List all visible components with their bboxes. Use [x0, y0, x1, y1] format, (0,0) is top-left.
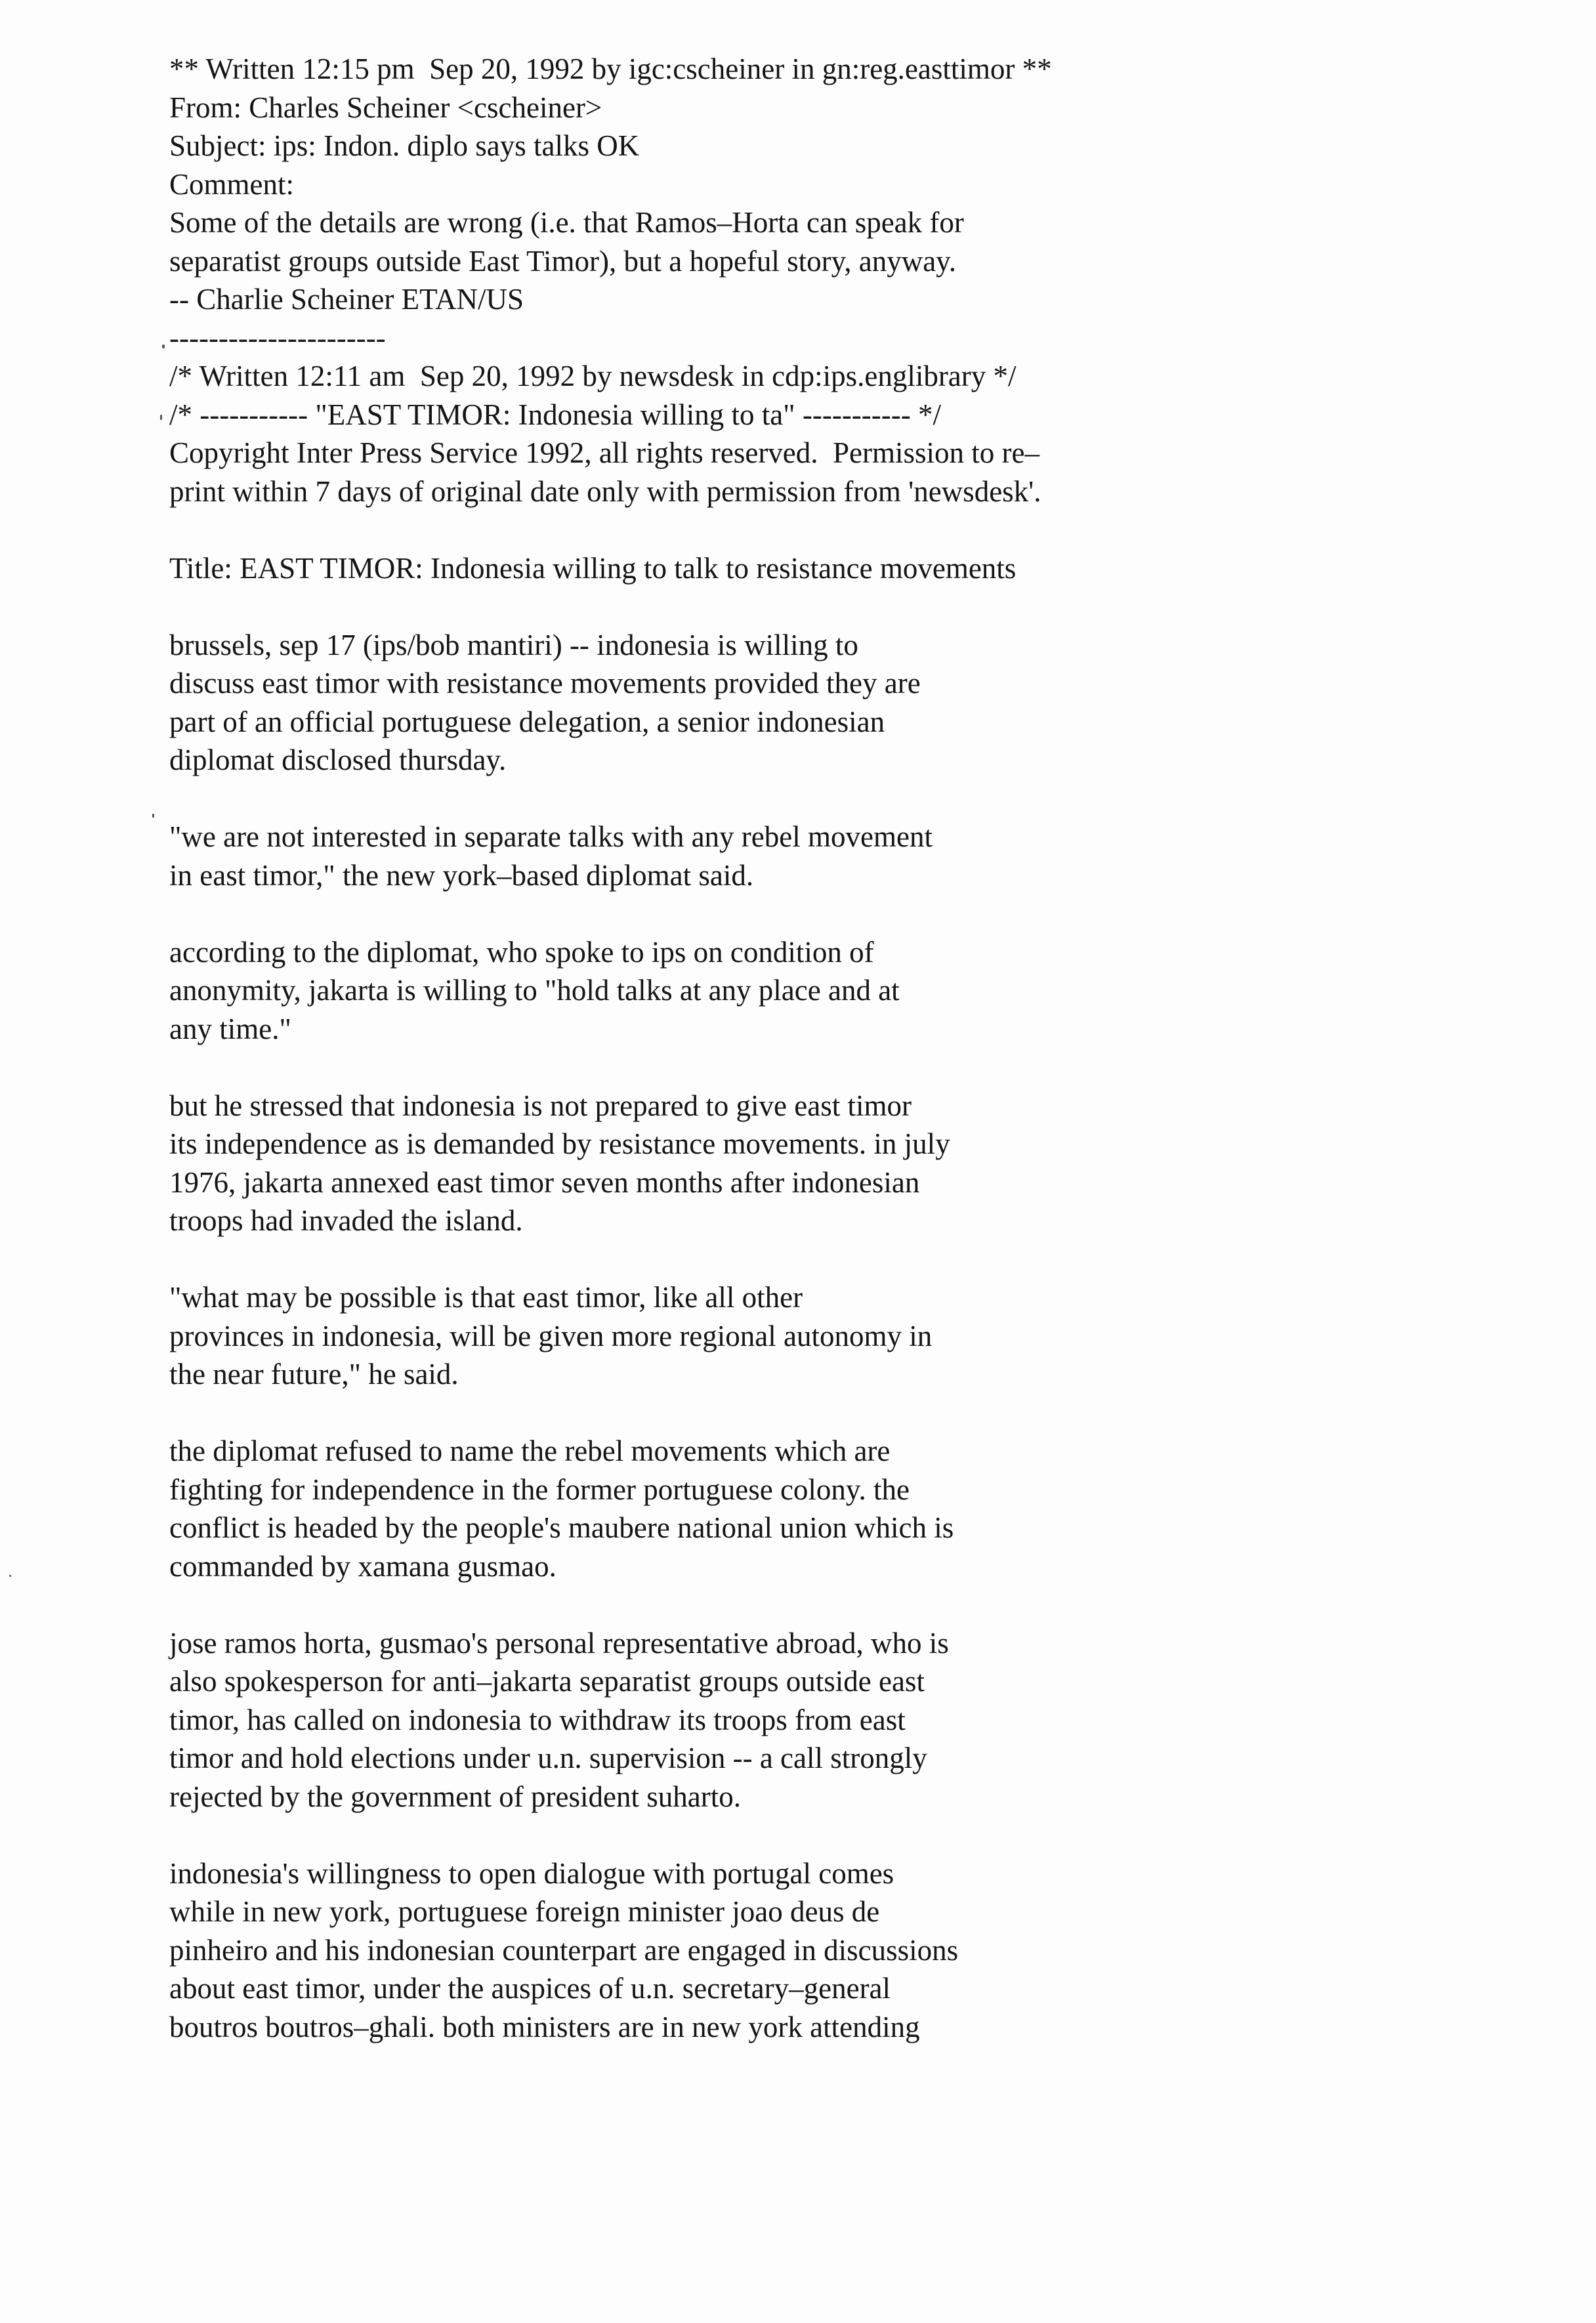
comment-label: Comment:	[169, 167, 294, 201]
scan-speck	[160, 415, 162, 420]
body-line: boutros boutros–ghali. both ministers are in new york attending	[169, 2010, 920, 2043]
article-paragraph	[169, 626, 1482, 780]
scan-speck	[162, 345, 165, 348]
paragraph-gap	[169, 511, 1482, 549]
article-paragraph	[169, 1854, 1482, 2047]
body-line: troops had invaded the island.	[169, 1204, 523, 1237]
paragraph-gap	[169, 587, 1482, 626]
comment-line: Some of the details are wrong (i.e. that Ramos–Horta can speak for	[169, 206, 964, 239]
article-paragraph	[169, 933, 1482, 1049]
body-line: its independence as is demanded by resistance movements. in july	[169, 1127, 950, 1160]
body-line: discuss east timor with resistance movements provided they are	[169, 667, 921, 700]
copyright-line: Copyright Inter Press Service 1992, all rights reserved. Permission to re–	[169, 436, 1040, 469]
paragraph-gap	[169, 780, 1482, 818]
body-line: conflict is headed by the people's maubere national union which is	[169, 1511, 954, 1544]
body-line: the diplomat refused to name the rebel movements which are	[169, 1434, 891, 1467]
paragraph-gap	[169, 1585, 1482, 1624]
separator-line: ----------------------	[169, 321, 386, 354]
copyright-line: print within 7 days of original date only with permission from 'newsdesk'.	[169, 474, 1041, 508]
body-line: while in new york, portuguese foreign minister joao deus de	[169, 1895, 880, 1928]
subject-line: Subject: ips: Indon. diplo says talks OK	[169, 129, 640, 162]
body-line: fighting for independence in the former portuguese colony. the	[169, 1473, 910, 1506]
comment-line: separatist groups outside East Timor), but a hopeful story, anyway.	[169, 244, 957, 278]
body-line: in east timor," the new york–based diplomat said.	[169, 858, 754, 892]
scan-speck	[152, 814, 154, 818]
body-line: brussels, sep 17 (ips/bob mantiri) -- indonesia is willing to	[169, 628, 858, 661]
email-header	[169, 50, 1482, 357]
article-paragraph	[169, 1278, 1482, 1394]
body-line: provinces in indonesia, will be given more regional autonomy in	[169, 1319, 933, 1352]
body-line: any time."	[169, 1012, 291, 1045]
paragraph-gap	[169, 1816, 1482, 1854]
ips-header	[169, 357, 1482, 511]
from-line: From: Charles Scheiner <cscheiner>	[169, 91, 602, 124]
scan-speck	[9, 1575, 11, 1577]
body-line: 1976, jakarta annexed east timor seven months after indonesian	[169, 1165, 920, 1199]
body-line: anonymity, jakarta is willing to "hold talks at any place and at	[169, 974, 900, 1007]
body-line: pinheiro and his indonesian counterpart are engaged in discussions	[169, 1933, 959, 1967]
paragraph-gap	[169, 1048, 1482, 1087]
ips-written-line: /* Written 12:11 am Sep 20, 1992 by newsdesk in cdp:ips.englibrary */	[169, 360, 1017, 392]
paragraph-gap	[169, 1240, 1482, 1279]
body-line: timor, has called on indonesia to withdraw its troops from east	[169, 1703, 906, 1736]
body-line: indonesia's willingness to open dialogue with portugal comes	[169, 1856, 894, 1890]
written-line: ** Written 12:15 pm Sep 20, 1992 by igc:cscheiner in gn:reg.easttimor **	[169, 52, 1052, 85]
ips-divider-line: /* ----------- "EAST TIMOR: Indonesia willing to ta" ----------- */	[169, 398, 941, 431]
body-line: "we are not interested in separate talks with any rebel movement	[169, 820, 933, 853]
body-line: but he stressed that indonesia is not prepared to give east timor	[169, 1089, 912, 1122]
article-paragraph	[169, 1087, 1482, 1240]
body-line: about east timor, under the auspices of u.n. secretary–general	[169, 1972, 891, 2005]
article-paragraph	[169, 1432, 1482, 1585]
document-body	[169, 50, 1482, 2046]
body-line: the near future," he said.	[169, 1358, 459, 1391]
body-line: "what may be possible is that east timor, like all other	[169, 1281, 803, 1314]
body-line: according to the diplomat, who spoke to ips on condition of	[169, 935, 874, 969]
body-line: jose ramos horta, gusmao's personal representative abroad, who is	[169, 1626, 949, 1660]
body-line: diplomat disclosed thursday.	[169, 743, 507, 776]
signature-line: -- Charlie Scheiner ETAN/US	[169, 283, 524, 316]
body-line: commanded by xamana gusmao.	[169, 1549, 556, 1583]
paragraph-gap	[169, 1394, 1482, 1433]
paragraph-gap	[169, 894, 1482, 933]
body-line: timor and hold elections under u.n. supervision -- a call strongly	[169, 1742, 927, 1774]
body-line: part of an official portuguese delegation, a senior indonesian	[169, 705, 885, 738]
article-title: Title: EAST TIMOR: Indonesia willing to talk to resistance movements	[169, 551, 1017, 585]
body-line: also spokesperson for anti–jakarta separatist groups outside east	[169, 1665, 925, 1698]
article-paragraph	[169, 818, 1482, 894]
body-line: rejected by the government of president suharto.	[169, 1780, 741, 1813]
article-paragraph	[169, 1624, 1482, 1816]
